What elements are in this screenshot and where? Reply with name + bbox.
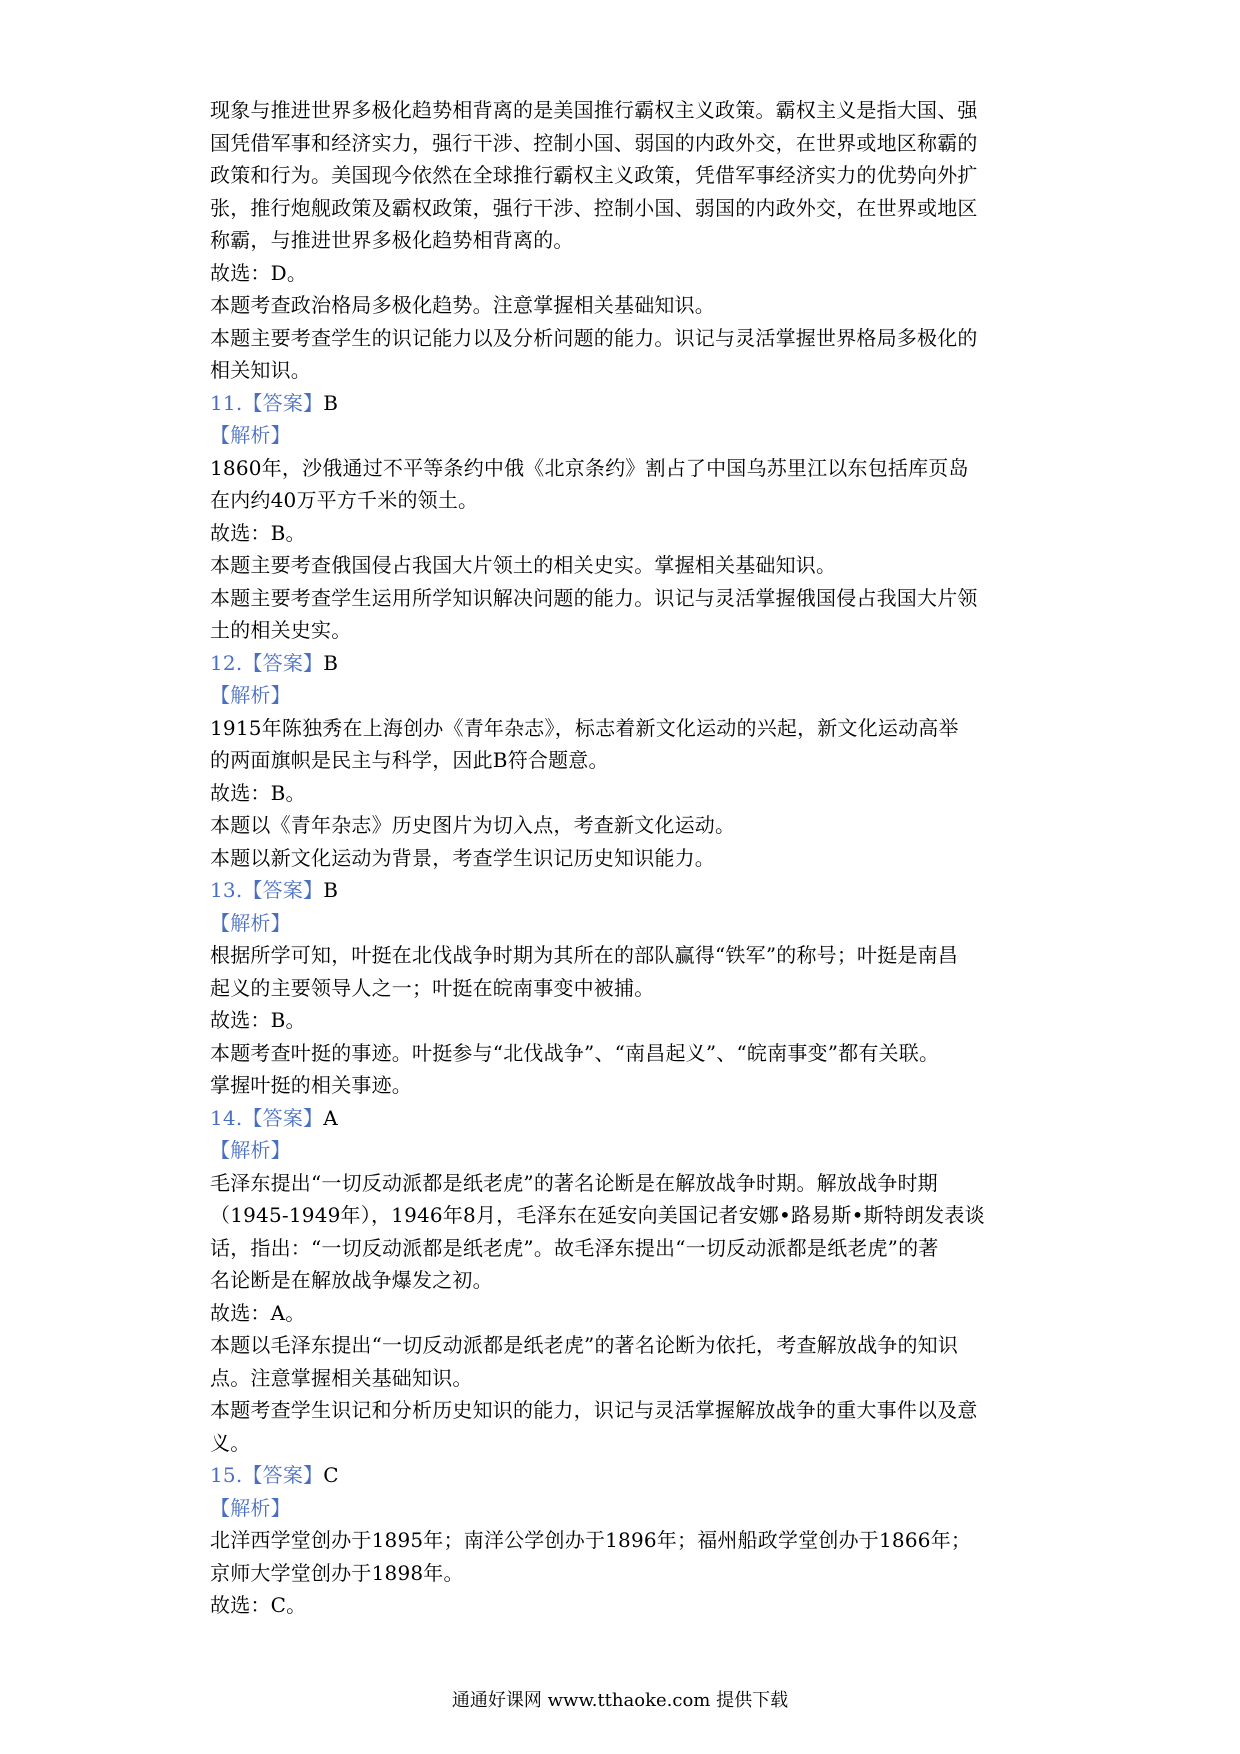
- text-line: 1860年，沙俄通过不平等条约中俄《北京条约》割占了中国乌苏里江以东包括库页岛: [210, 455, 969, 480]
- answer-header: [210, 1102, 1040, 1135]
- text-line: 本题以《青年杂志》历史图片为切入点，考查新文化运动。: [210, 813, 736, 837]
- text-line: 本题主要考查学生运用所学知识解决问题的能力。识记与灵活掌握俄国侵占我国大片领: [210, 585, 978, 610]
- text-line: 本题以毛泽东提出“一切反动派都是纸老虎”的著名论断为依托，考查解放战争的知识: [210, 1333, 959, 1357]
- text-line: 北洋西学堂创办于1895年；南洋公学创办于1896年；福州船政学堂创办于1866年；: [210, 1528, 972, 1552]
- text-line: 掌握叶挺的相关事迹。: [210, 1073, 412, 1097]
- question-number: 15.: [210, 1463, 243, 1487]
- answer-header: [210, 1459, 1040, 1492]
- text-line: 根据所学可知，叶挺在北伐战争时期为其所在的部队赢得“铁军”的称号；叶挺是南昌: [210, 943, 959, 967]
- text-line: （1945-1949年），1946年8月，毛泽东在延安向美国记者安娜•路易斯•斯特朗发表谈: [210, 1203, 985, 1227]
- text-line: 政策和行为。美国现今依然在全球推行霸权主义政策，凭借军事经济实力的优势向外扩: [210, 163, 978, 187]
- answer-value: C: [323, 1463, 339, 1487]
- text-line: 现象与推进世界多极化趋势相背离的是美国推行霸权主义政策。霸权主义是指大国、强: [210, 98, 978, 122]
- analysis-tag: 【解析】: [210, 1495, 291, 1520]
- text-line: 土的相关史实。: [210, 618, 352, 642]
- intro-section: [210, 94, 1040, 387]
- answer-tag: 【答案】: [242, 650, 324, 675]
- text-line: 名论断是在解放战争爆发之初。: [210, 1268, 493, 1292]
- text-line: 本题考查政治格局多极化趋势。注意掌握相关基础知识。: [210, 293, 715, 317]
- text-line: 点。注意掌握相关基础知识。: [210, 1365, 473, 1390]
- analysis-tag: 【解析】: [210, 683, 291, 707]
- choice-line: 故选：C。: [210, 1593, 307, 1617]
- answer-header: [210, 874, 1040, 907]
- text-line: 毛泽东提出“一切反动派都是纸老虎”的著名论断是在解放战争时期。解放战争时期: [210, 1170, 938, 1195]
- document-body: [210, 94, 1040, 1622]
- analysis-tag: 【解析】: [210, 423, 291, 447]
- analysis-tag: 【解析】: [210, 910, 291, 935]
- choice-line: 故选：A。: [210, 1300, 306, 1325]
- question-number: 11.: [210, 390, 243, 415]
- question-number: 13.: [210, 878, 243, 902]
- question-number: 14.: [210, 1105, 243, 1130]
- answer-tag: 【答案】: [242, 390, 324, 415]
- answer-value: B: [323, 650, 339, 675]
- question-15: [210, 1459, 1040, 1622]
- choice-line: 故选：D。: [210, 260, 308, 285]
- text-line: 本题考查学生识记和分析历史知识的能力，识记与灵活掌握解放战争的重大事件以及意: [210, 1398, 978, 1422]
- text-line: 本题以新文化运动为背景，考查学生识记历史知识能力。: [210, 845, 715, 870]
- choice-line: 故选：B。: [210, 520, 306, 545]
- answer-header: [210, 647, 1040, 680]
- choice-line: 故选：B。: [210, 780, 306, 805]
- question-14: [210, 1102, 1040, 1460]
- question-12: [210, 647, 1040, 875]
- text-line: 本题主要考查俄国侵占我国大片领土的相关史实。掌握相关基础知识。: [210, 553, 837, 577]
- text-line: 张，推行炮舰政策及霸权政策，强行干涉、控制小国、弱国的内政外交，在世界或地区: [210, 195, 978, 220]
- text-line: 1915年陈独秀在上海创办《青年杂志》，标志着新文化运动的兴起，新文化运动高举: [210, 715, 959, 740]
- text-line: 京师大学堂创办于1898年。: [210, 1560, 464, 1585]
- page-footer: 通通好课网 www.tthaoke.com 提供下载: [451, 1690, 789, 1711]
- answer-value: B: [323, 878, 339, 902]
- question-13: [210, 874, 1040, 1102]
- text-line: 称霸，与推进世界多极化趋势相背离的。: [210, 228, 574, 252]
- text-line: 在内约40万平方千米的领土。: [210, 488, 479, 512]
- text-line: 本题考查叶挺的事迹。叶挺参与“北伐战争”、“南昌起义”、“皖南事变”都有关联。: [210, 1040, 940, 1065]
- answer-header: [210, 387, 1040, 420]
- text-line: 起义的主要领导人之一；叶挺在皖南事变中被捕。: [210, 975, 655, 1000]
- text-line: 话，指出：“一切反动派都是纸老虎”。故毛泽东提出“一切反动派都是纸老虎”的著: [210, 1235, 939, 1260]
- answer-tag: 【答案】: [242, 878, 324, 902]
- question-number: 12.: [210, 650, 243, 675]
- text-line: 的两面旗帜是民主与科学，因此B符合题意。: [210, 748, 609, 772]
- answer-value: A: [323, 1105, 338, 1130]
- answer-value: B: [323, 390, 339, 415]
- answer-tag: 【答案】: [242, 1105, 324, 1130]
- answer-tag: 【答案】: [242, 1463, 324, 1487]
- analysis-tag: 【解析】: [210, 1138, 291, 1162]
- text-line: 相关知识。: [210, 358, 311, 382]
- text-line: 本题主要考查学生的识记能力以及分析问题的能力。识记与灵活掌握世界格局多极化的: [210, 325, 978, 350]
- text-line: 国凭借军事和经济实力，强行干涉、控制小国、弱国的内政外交，在世界或地区称霸的: [210, 130, 978, 155]
- choice-line: 故选：B。: [210, 1008, 306, 1032]
- text-line: 义。: [210, 1430, 251, 1455]
- question-11: [210, 387, 1040, 647]
